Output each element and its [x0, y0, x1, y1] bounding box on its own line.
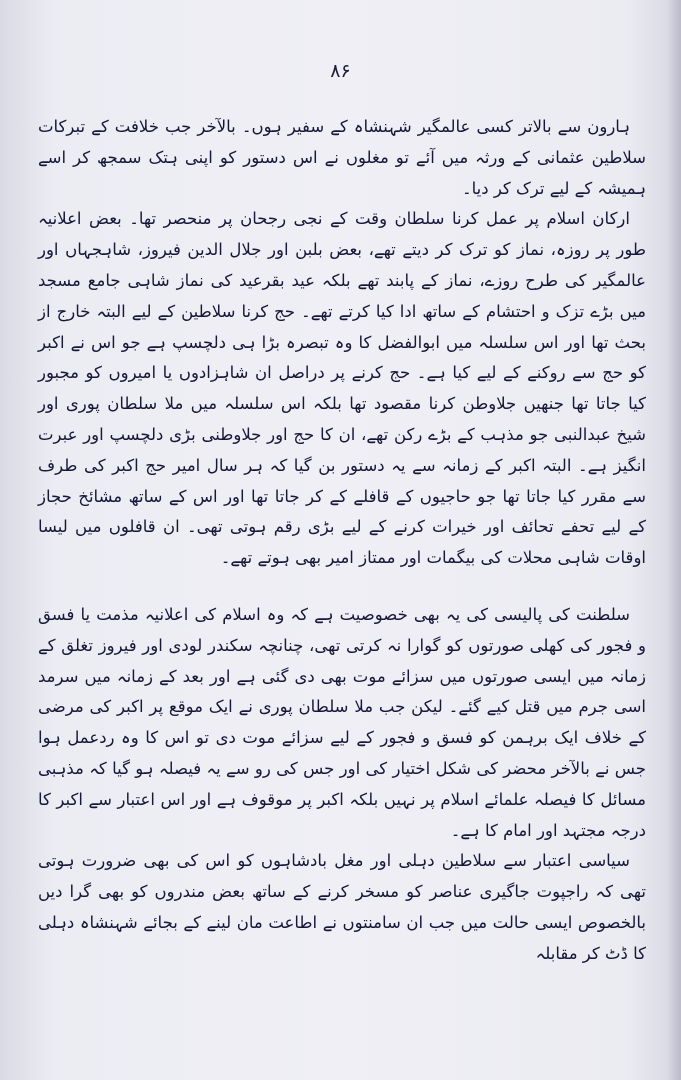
paragraph-3: سلطنت کی پالیسی کی یہ بھی خصوصیت ہے کہ وہ اسلام کی اعلانیہ مذمت یا فسق و فجور کی کھلی صورتوں کو گوارا نہ کرتی تھی، چنانچہ سکندر لودی اور فیروز تغلق کے زمانہ میں ایسی صورتوں میں سزائے موت بھی دی گئی ہے اور بعد کے زمانہ میں سرمد اسی جرم میں قتل کیے گئے۔ لیکن جب ملا سلطان پوری نے ایک موقع پر اکبر کی مرضی کے خلاف ایک برہمن کو فسق و فجور کے لیے سزائے موت دی تو اس کا وہ ردعمل ہوا جس نے بالآخر محضر کی شکل اختیار کی اور جس کی رو سے یہ فیصلہ ہو گیا کہ مذہبی مسائل کا فیصلہ علمائے اسلام پر نہیں بلکہ اکبر پر موقوف ہے اور اس اعتبار سے اکبر کا درجہ مجتہد اور امام کا ہے۔: [38, 604, 646, 840]
page-body: [38, 112, 646, 970]
page-edge-shadow: [667, 0, 681, 1080]
paragraph-1: ہارون سے بالاتر کسی عالمگیر شہنشاہ کے سفیر ہوں۔ بالآخر جب خلافت کے تبرکات سلاطین عثمانی کے ورثہ میں آئے تو مغلوں نے اس دستور کو اپنی ہتک سمجھ کر اسے ہمیشہ کے لیے ترک کر دیا۔: [38, 117, 646, 198]
page-number: ۸۶: [330, 60, 351, 82]
paragraph-2: ارکان اسلام پر عمل کرنا سلطان وقت کے نجی رجحان پر منحصر تھا۔ بعض اعلانیہ طور پر روزہ، نماز کو ترک کر دیتے تھے، بعض بلبن اور جلال الدین فیروز، شاہجہاں اور عالمگیر کی طرح روزے، نماز کے پابند تھے بلکہ عید بقرعید کی نماز شاہی جامع مسجد میں بڑے تزک و احتشام کے ساتھ ادا کیا کرتے تھے۔ حج کرنا سلاطین کے لیے البتہ خارج از بحث تھا اور اس سلسلہ میں ابوالفضل کا وہ تبصرہ بڑا ہی دلچسپ ہے جو اس نے اکبر کو حج سے روکنے کے لیے کیا ہے۔ حج کرنے پر دراصل ان شاہزادوں یا امیروں کو مجبور کیا جاتا تھا جنھیں جلاوطن کرنا مقصود تھا بلکہ اس سلسلہ میں ملا سلطان پوری اور شیخ عبدالنبی جو مذہب کے بڑے رکن تھے، ان کا حج اور جلاوطنی بڑی دلچسپ اور عبرت انگیز ہے۔ البتہ اکبر کے زمانہ سے یہ دستور بن گیا کہ ہر سال امیر حج اکبر کی طرف سے مقرر کیا جاتا تھا جو حاجیوں کے قافلے کے کر جاتا تھا اور اس کے ساتھ مشائخ حجاز کے لیے تحفے تحائف اور خیرات کرنے کے لیے بڑی رقم ہوتی تھی۔ ان قافلوں میں لیسا اوقات شاہی محلات کی بیگمات اور ممتاز امیر بھی ہوتے تھے۔: [38, 209, 646, 568]
paragraph-4: سیاسی اعتبار سے سلاطین دہلی اور مغل بادشاہوں کو اس کی بھی ضرورت ہوتی تھی کہ راجپوت جاگیری عناصر کو مسخر کرنے کے ساتھ بعض مندروں کو بھی گرا دیں بالخصوص ایسی حالت میں جب ان سامنتوں نے اطاعت مان لینے کے بجائے شہنشاہ دہلی کا ڈٹ کر مقابلہ: [38, 851, 646, 963]
